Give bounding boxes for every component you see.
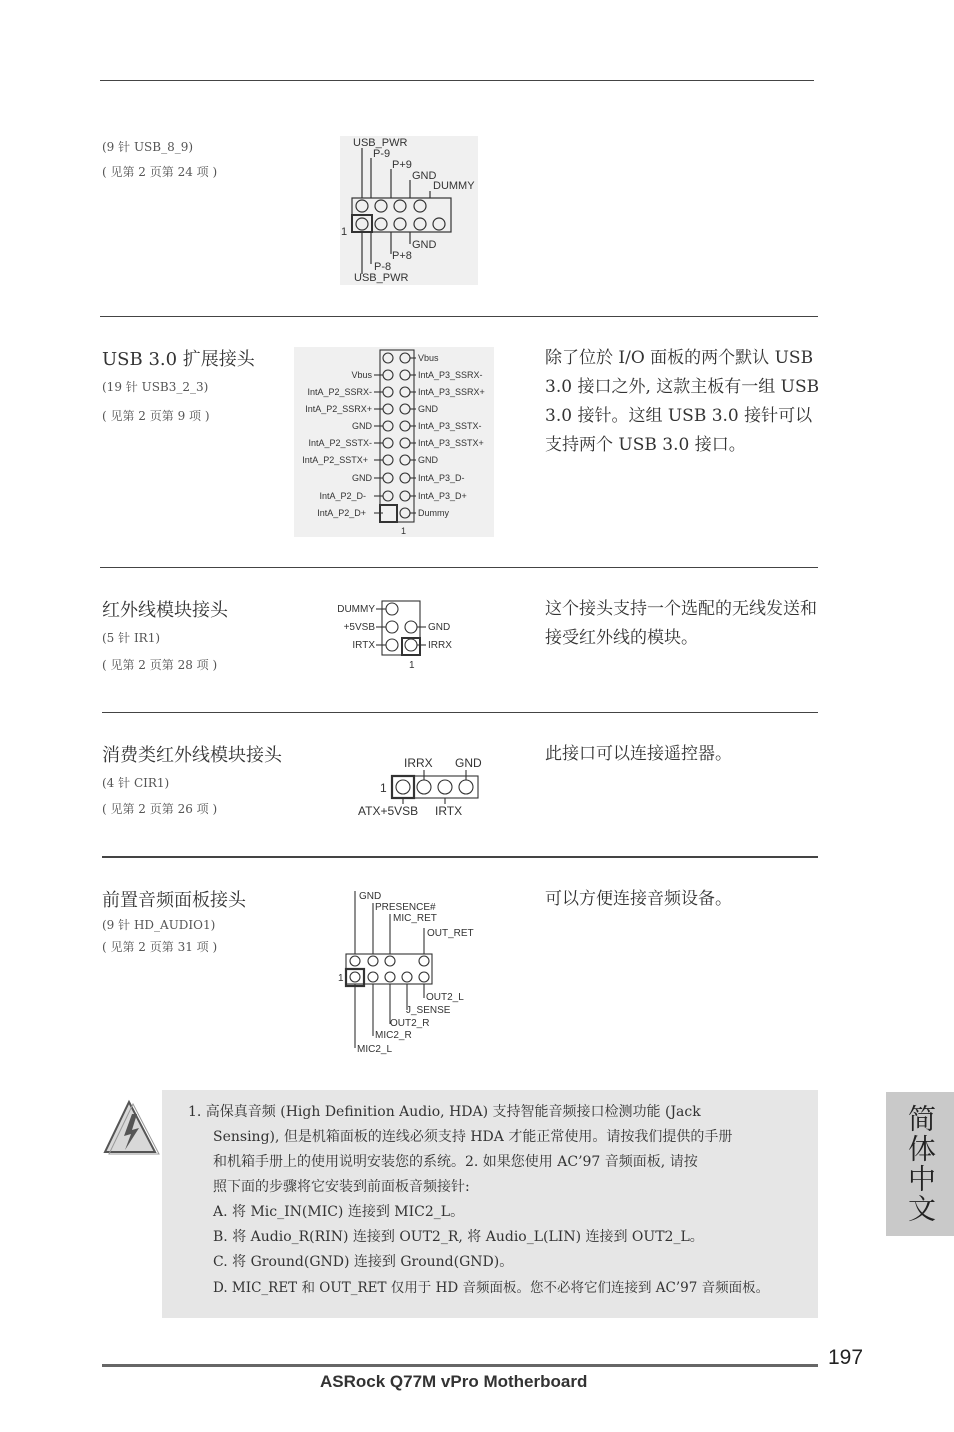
usb3-left-0: Vbus <box>351 370 372 380</box>
footer-title: ASRock Q77M vPro Motherboard <box>320 1372 588 1391</box>
usb3-left-2: IntA_P2_SSRX+ <box>305 404 372 414</box>
usb3-right-6: GND <box>418 455 438 465</box>
footer-rule <box>102 1364 818 1367</box>
audio-bot-1: J_SENSE <box>406 1005 451 1016</box>
audio-bot-4: MIC2_L <box>357 1044 393 1055</box>
usb3-left-8: IntA_P2_D+ <box>317 508 366 518</box>
audio-diagram <box>336 888 476 1060</box>
ir-desc: 这个接头支持一个选配的无线发送和接受红外线的模块。 <box>545 599 817 648</box>
ir-right-1: IRRX <box>428 640 452 651</box>
usb3-title: USB 3.0 扩展接头 <box>102 349 255 370</box>
usb89-label-top-4: DUMMY <box>433 180 475 192</box>
cir-desc: 此接口可以连接遥控器。 <box>545 744 732 764</box>
audio-pin1: 1 <box>338 973 344 984</box>
audio-ref: ( 见第 2 页第 31 项 ) <box>102 940 218 954</box>
usb3-left-7: IntA_P2_D- <box>319 491 366 501</box>
note-line: C. 将 Ground(GND) 连接到 Ground(GND)。 <box>213 1254 514 1270</box>
usb3-right-5: IntA_P3_SSTX+ <box>418 438 484 448</box>
cir-ref: ( 见第 2 页第 26 项 ) <box>102 802 218 816</box>
usb89-label-top-3: GND <box>412 170 437 182</box>
cir-title: 消费类红外线模块接头 <box>102 745 282 766</box>
divider-3 <box>102 712 818 713</box>
usb3-right-9: Dummy <box>418 508 449 518</box>
audio-top-2: MIC_RET <box>393 913 437 924</box>
usb3-right-0: Vbus <box>418 353 439 363</box>
usb3-right-4: IntA_P3_SSTX- <box>418 421 482 431</box>
ir-title: 红外线模块接头 <box>102 600 228 621</box>
usb3-left-3: GND <box>352 421 372 431</box>
usb3-diagram <box>294 347 494 537</box>
cir-pin1: 1 <box>380 781 387 795</box>
divider-2 <box>100 567 818 568</box>
usb89-label-top-0: USB_PWR <box>353 137 408 149</box>
usb89-label-top-2: P+9 <box>392 159 412 171</box>
usb89-label-top-1: P-9 <box>373 148 391 160</box>
usb89-label-bot-3: USB_PWR <box>354 272 409 284</box>
note-line: 照下面的步骤将它安装到前面板音频接针: <box>213 1179 470 1195</box>
ir-left-1: +5VSB <box>343 622 375 633</box>
note-line: 和机箱手册上的使用说明安装您的系统。2. 如果您使用 AC’97 音频面板, 请按 <box>213 1154 698 1170</box>
cir-top-0: IRRX <box>404 756 433 770</box>
ir-pin1: 1 <box>409 660 415 671</box>
cir-top-1: GND <box>455 756 482 770</box>
usb89-ref: ( 见第 2 页第 24 项 ) <box>102 165 218 179</box>
usb3-right-8: IntA_P3_D+ <box>418 491 467 501</box>
page-number: 197 <box>828 1346 864 1369</box>
usb89-diagram <box>340 136 478 285</box>
usb89-pin1: 1 <box>341 226 348 238</box>
note-box <box>162 1090 818 1318</box>
ir-right-0: GND <box>428 622 451 633</box>
cir-pins: (4 针 CIR1) <box>102 776 170 790</box>
audio-desc: 可以方便连接音频设备。 <box>545 889 732 909</box>
usb3-pins: (19 针 USB3_2_3) <box>102 380 209 394</box>
usb89-label-bot-1: P+8 <box>392 250 412 262</box>
audio-pins: (9 针 HD_AUDIO1) <box>102 918 216 932</box>
audio-top-0: GND <box>359 891 382 902</box>
audio-bot-3: MIC2_R <box>375 1030 412 1041</box>
audio-top-1: PRESENCE# <box>375 902 436 913</box>
cir-bot-1: IRTX <box>435 804 463 818</box>
usb3-right-7: IntA_P3_D- <box>418 473 465 483</box>
ir-left-2: IRTX <box>352 640 375 651</box>
language-tab <box>886 1092 954 1236</box>
usb3-desc: 除了位於 I/O 面板的两个默认 USB 3.0 接口之外, 这款主板有一组 USB 3.0 接针。这组 USB 3.0 接针可以支持两个 USB 3.0 接口。 <box>545 348 820 455</box>
audio-top-3: OUT_RET <box>427 928 474 939</box>
usb3-pin1: 1 <box>401 526 407 536</box>
usb89-pins: (9 针 USB_8_9) <box>102 140 194 154</box>
cir-diagram <box>354 754 490 820</box>
language-tab-label: 简体中文 <box>904 1104 937 1224</box>
ir-pins: (5 针 IR1) <box>102 631 161 645</box>
warning-lightning-icon <box>103 1098 163 1158</box>
note-line: B. 将 Audio_R(RIN) 连接到 OUT2_R, 将 Audio_L(LIN) 连接到 OUT2_L。 <box>213 1229 704 1245</box>
usb3-left-5: IntA_P2_SSTX+ <box>302 455 368 465</box>
top-rule <box>100 80 814 81</box>
note-line: Sensing), 但是机箱面板的连线必须支持 HDA 才能正常使用。请按我们提供的手册 <box>213 1129 733 1145</box>
audio-bot-0: OUT2_L <box>426 992 464 1003</box>
ir-left-0: DUMMY <box>337 604 375 615</box>
note-line: D. MIC_RET 和 OUT_RET 仅用于 HD 音频面板。您不必将它们连接到 AC’97 音频面板。 <box>213 1280 770 1296</box>
usb89-label-bot-2: P-8 <box>374 261 392 273</box>
usb3-left-1: IntA_P2_SSRX- <box>307 387 372 397</box>
audio-title: 前置音频面板接头 <box>102 890 246 911</box>
usb89-label-bot-0: GND <box>412 239 437 251</box>
ir-ref: ( 见第 2 页第 28 项 ) <box>102 658 218 672</box>
divider-4 <box>102 856 818 858</box>
note-line: A. 将 Mic_IN(MIC) 连接到 MIC2_L。 <box>213 1204 465 1220</box>
usb3-right-2: IntA_P3_SSRX+ <box>418 387 485 397</box>
note-line: 1. 高保真音频 (High Definition Audio, HDA) 支持智能音频接口检测功能 (Jack <box>188 1104 701 1120</box>
usb3-right-3: GND <box>418 404 438 414</box>
usb3-left-6: GND <box>352 473 372 483</box>
divider-1 <box>100 316 818 317</box>
usb3-ref: ( 见第 2 页第 9 项 ) <box>102 409 210 423</box>
cir-bot-0: ATX+5VSB <box>358 804 419 818</box>
ir-diagram <box>330 598 470 672</box>
usb3-right-1: IntA_P3_SSRX- <box>418 370 483 380</box>
usb3-left-4: IntA_P2_SSTX- <box>308 438 372 448</box>
audio-bot-2: OUT2_R <box>390 1018 430 1029</box>
